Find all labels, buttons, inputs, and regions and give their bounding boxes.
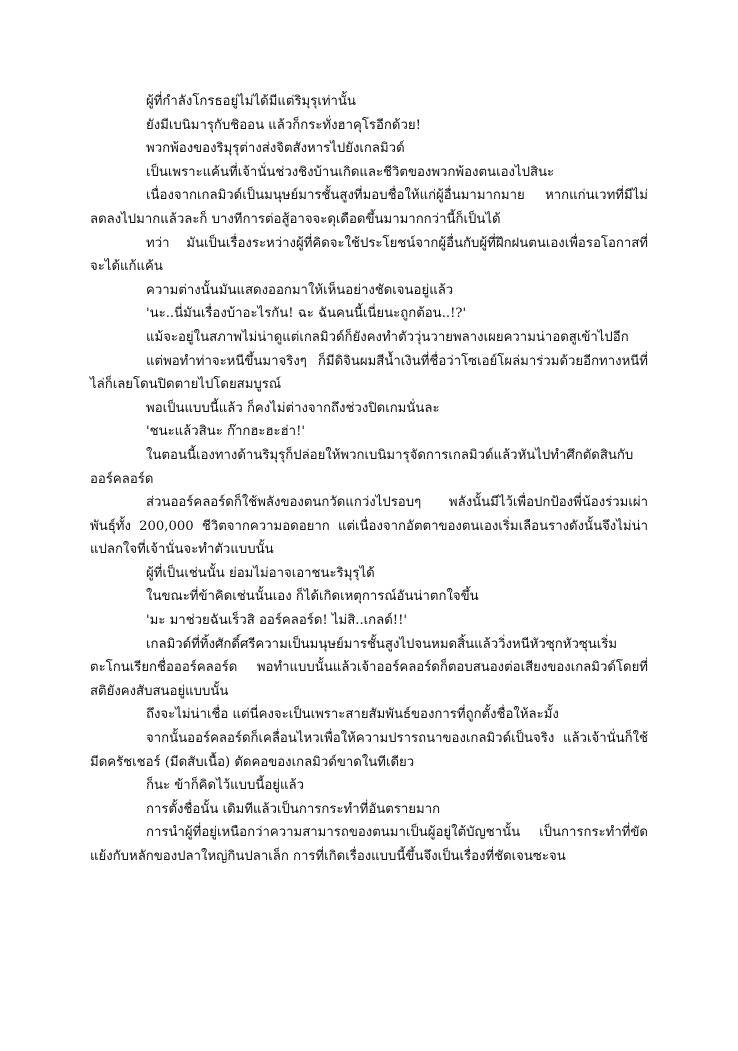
paragraph: ความต่างนั้นมันแสดงออกมาให้เห็นอย่างชัดเจนอยู่แล้ว (146, 282, 454, 298)
paragraph: 'นะ..นี่มันเรื่องบ้าอะไรกัน! ฉะ ฉันคนนี้เนี่ยนะถูกต้อน..!?' (146, 306, 467, 322)
paragraph: ยังมีเบนิมารุกับชิออน แล้วก็กระทั่งฮาคุโรอีกด้วย! (146, 117, 421, 133)
paragraph: เกลมิวด์ที่ทิ้งศักดิ์ศรีความเป็นมนุษย์มารชั้นสูงไปจนหมดสิ้นแล้ววิ่งหนีหัวซุกหัวซุนเริ่มตะโกนเรียกชื่อออร์คลอร์ด พอทำแบบนั้นแล้วเจ้าออร์คลอร์ดก็ตอบสนองต่อเสียงของเกลมิวด์โดยที่สติยังคงสับสนอยู่แบบนั้น (90, 636, 648, 699)
paragraph: ผู้ที่กำลังโกรธอยู่ไม่ได้มีแต่ริมุรุเท่านั้น (146, 94, 356, 109)
paragraph: การตั้งชื่อนั้น เดิมทีแล้วเป็นการกระทำที่อันตรายมาก (146, 801, 441, 817)
paragraph: พอเป็นแบบนี้แล้ว ก็คงไม่ต่างจากถึงช่วงปิดเกมนั่นละ (146, 400, 440, 416)
paragraph: แต่พอทำท่าจะหนีขึ้นมาจริงๆ ก็มีดิจินผมสีน้ำเงินที่ชื่อว่าโซเอย์โผล่มาร่วมด้วยอีกทางหนีที่ไล่ก็เลยโดนปิดตายไปโดยสมบูรณ์ (90, 353, 648, 393)
paragraph: ทว่า มันเป็นเรื่องระหว่างผู้ที่คิดจะใช้ประโยชน์จากผู้อื่นกับผู้ที่ฝึกฝนตนเองเพื่อรอโอกาสที่จะได้แก้แค้น (90, 235, 648, 275)
paragraph: ก็นะ ข้าก็คิดไว้แบบนี้อยู่แล้ว (146, 778, 304, 794)
paragraph: ถึงจะไม่น่าเชื่อ แต่นี่คงจะเป็นเพราะสายสัมพันธ์ของการที่ถูกตั้งชื่อให้ละมั้ง (146, 707, 559, 723)
paragraph: เป็นเพราะแค้นที่เจ้านั่นช่วงชิงบ้านเกิดและชีวิตของพวกพ้องตนเองไปสินะ (146, 164, 555, 180)
paragraph: ในขณะที่ข้าคิดเช่นนั้นเอง ก็ได้เกิดเหตุการณ์อันน่าตกใจขึ้น (146, 589, 479, 605)
paragraph: การนำผู้ที่อยู่เหนือกว่าความสามารถของตนมาเป็นผู้อยู่ใต้บัญชานั้น เป็นการกระทำที่ขัดแย้งกับหลักของปลาใหญ่กินปลาเล็ก การที่เกิดเรื่องแบบนี้ขึ้นจึงเป็นเรื่องที่ชัดเจนซะจน (90, 825, 648, 864)
paragraph: 'มะ มาช่วยฉันเร็วสิ ออร์คลอร์ด! ไม่สิ..เกลด์!!' (146, 613, 408, 629)
paragraph: 'ชนะแล้วสินะ ก๊ากฮะฮะฮ่า!' (146, 424, 306, 440)
paragraph: ผู้ที่เป็นเช่นนั้น ย่อมไม่อาจเอาชนะริมุรุได้ (146, 565, 375, 581)
paragraph: ส่วนออร์คลอร์ดก็ใช้พลังของตนกวัดแกว่งไปรอบๆ พลังนั้นมีไว้เพื่อปกป้องพี่น้องร่วมเผ่าพันธุ์ทั้ง 200,000 ชีวิตจากความอดอยาก แต่เนื่องจากอัตตาของตนเองเริ่มเลือนรางดังนั้นจึงไม่น่าแปลกใจที่เจ้านั่นจะทำตัวแบบนั้น (90, 495, 648, 558)
paragraph: จากนั้นออร์คลอร์ดก็เคลื่อนไหวเพื่อให้ความปรารถนาของเกลมิวด์เป็นจริง แล้วเจ้านั่นก็ใช้มีดครัชเชอร์ (มีดสับเนื้อ) ตัดคอของเกลมิวด์ขาดในทีเดียว (90, 731, 648, 770)
paragraph: พวกพ้องของริมุรุต่างส่งจิตสังหารไปยังเกลมิวด์ (146, 141, 405, 157)
paragraph: ในตอนนี้เองทางด้านริมุรุก็ปล่อยให้พวกเบนิมารุจัดการเกลมิวด์แล้วหันไปทำศึกตัดสินกับออร์คลอร์ด (90, 447, 634, 487)
body-text (90, 90, 648, 869)
paragraph: แม้จะอยู่ในสภาพไม่น่าดูแต่เกลมิวด์ก็ยังคงทำตัววุ่นวายพลางเผยความน่าอดสูเข้าไปอีก (146, 329, 629, 345)
paragraph: เนื่องจากเกลมิวด์เป็นมนุษย์มารชั้นสูงที่มอบชื่อให้แก่ผู้อื่นมามากมาย หากแก่นเวทที่มีไม่ลดลงไปมากแล้วละก็ บางทีการต่อสู้อาจจะดุเดือดขึ้นมามากกว่านี้ก็เป็นได้ (90, 188, 648, 227)
